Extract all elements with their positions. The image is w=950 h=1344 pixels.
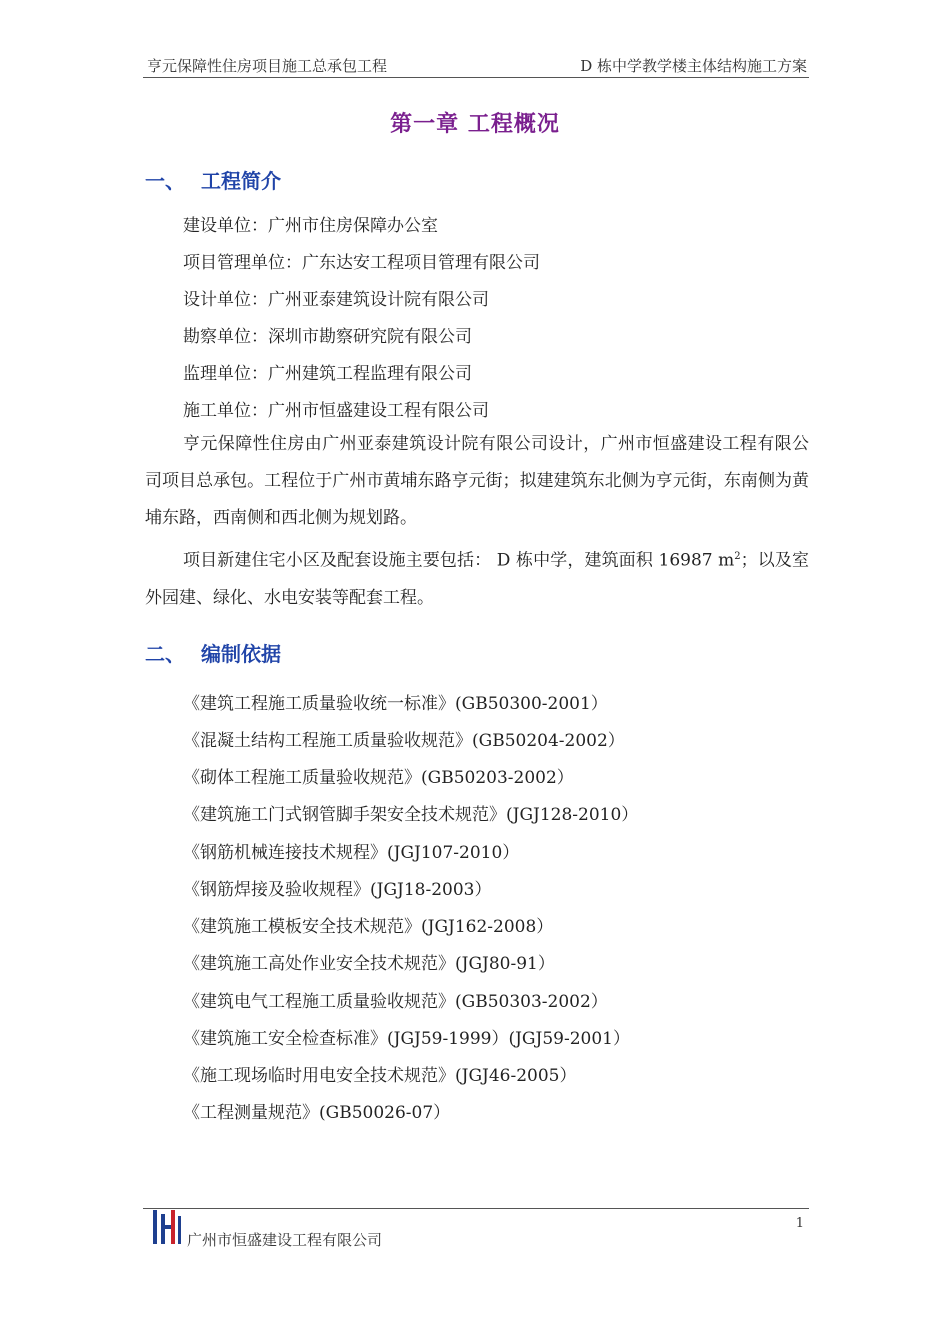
project-scope-paragraph bbox=[145, 538, 809, 617]
header-document-title: D 栋中学教学楼主体结构施工方案 bbox=[580, 57, 807, 75]
footer-company-name: 广州市恒盛建设工程有限公司 bbox=[187, 1231, 383, 1249]
standard-item: 《砌体工程施工质量验收规范》(GB50203-2002） bbox=[183, 768, 574, 788]
chapter-title: 第一章 工程概况 bbox=[390, 112, 560, 137]
footer-rule bbox=[143, 1208, 809, 1209]
logo-left-bar bbox=[153, 1210, 157, 1244]
company-logo-icon bbox=[151, 1208, 183, 1246]
standard-item: 《建筑电气工程施工质量验收规范》(GB50303-2002） bbox=[183, 992, 608, 1012]
standard-item: 《钢筋机械连接技术规程》(JGJ107-2010） bbox=[183, 843, 520, 863]
standard-item: 《钢筋焊接及验收规程》(JGJ18-2003） bbox=[183, 880, 492, 900]
square-meter-superscript: 2 bbox=[734, 551, 741, 562]
standard-item: 《工程测量规范》(GB50026-07） bbox=[183, 1103, 451, 1123]
logo-accent-bar bbox=[178, 1216, 181, 1244]
unit-line-supervision: 监理单位：广州建筑工程监理有限公司 bbox=[183, 364, 472, 384]
logo-right-bar bbox=[171, 1210, 175, 1244]
page-header bbox=[143, 53, 809, 78]
unit-line-project-management: 项目管理单位：广东达安工程项目管理有限公司 bbox=[183, 253, 540, 273]
section-title: 编制依据 bbox=[201, 642, 281, 666]
section-heading-overview bbox=[145, 165, 281, 194]
standard-item: 《建筑施工门式钢管脚手架安全技术规范》(JGJ128-2010） bbox=[183, 805, 639, 825]
unit-line-design: 设计单位：广州亚泰建筑设计院有限公司 bbox=[183, 290, 489, 310]
standard-item: 《建筑施工安全检查标准》(JGJ59-1999）(JGJ59-2001） bbox=[183, 1029, 630, 1049]
standard-item: 《施工现场临时用电安全技术规范》(JGJ46-2005） bbox=[183, 1066, 577, 1086]
section-number: 二、 bbox=[145, 642, 185, 666]
standard-item: 《建筑施工高处作业安全技术规范》(JGJ80-91） bbox=[183, 954, 555, 974]
page-number: 1 bbox=[795, 1216, 804, 1231]
section-number: 一、 bbox=[145, 169, 185, 193]
section-heading-basis bbox=[145, 638, 281, 667]
unit-line-owner: 建设单位：广州市住房保障办公室 bbox=[183, 216, 438, 236]
standard-item: 《混凝土结构工程施工质量验收规范》(GB50204-2002） bbox=[183, 731, 625, 751]
section-title: 工程简介 bbox=[201, 169, 281, 193]
unit-line-survey: 勘察单位：深圳市勘察研究院有限公司 bbox=[183, 327, 472, 347]
standard-item: 《建筑工程施工质量验收统一标准》(GB50300-2001） bbox=[183, 694, 608, 714]
unit-line-construction: 施工单位：广州市恒盛建设工程有限公司 bbox=[183, 401, 489, 421]
header-project-name: 亨元保障性住房项目施工总承包工程 bbox=[147, 57, 388, 75]
standard-item: 《建筑施工模板安全技术规范》(JGJ162-2008） bbox=[183, 917, 554, 937]
project-description-paragraph: 亨元保障性住房由广州亚泰建筑设计院有限公司设计，广州市恒盛建设工程有限公司项目总承包。工程位于广州市黄埔东路亨元街；拟建建筑东北侧为亨元街，东南侧为黄埔东路，西南侧和西北侧为规划路。 bbox=[145, 434, 809, 528]
scope-text-start: 项目新建住宅小区及配套设施主要包括： D 栋中学，建筑面积 16987 m bbox=[183, 550, 735, 571]
scope-text-end: ；以及室外园建、绿化、水电安装等配套工程。 bbox=[145, 550, 810, 608]
